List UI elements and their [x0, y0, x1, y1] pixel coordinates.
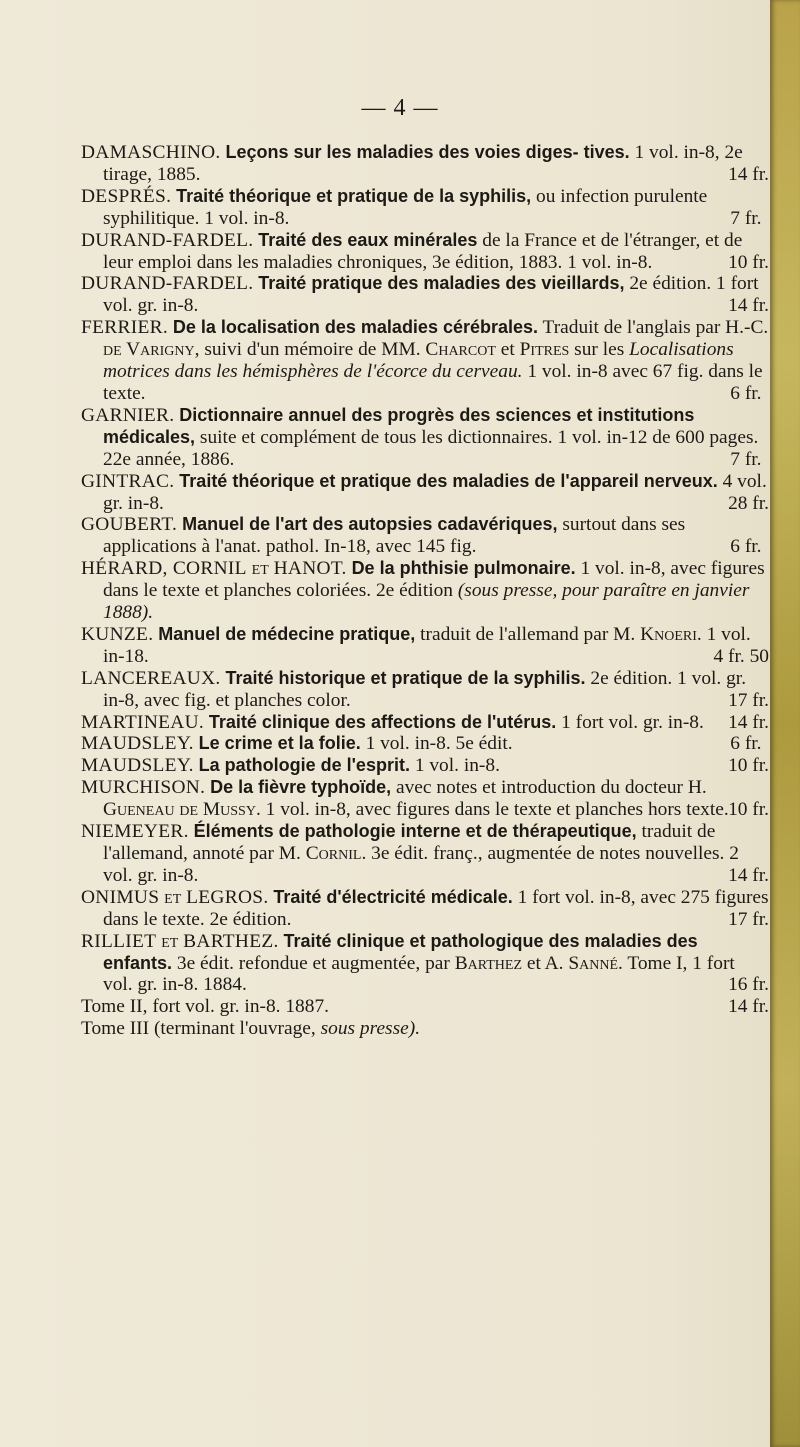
- entry-italic-title: Localisations motrices dans les hémisphères de l'écorce du cerveau.: [103, 339, 734, 383]
- list-item: [81, 931, 769, 997]
- entry-title: De la localisation des maladies cérébrales.: [172, 317, 539, 338]
- entry-title: Manuel de l'art des autopsies cadavériques,: [182, 514, 558, 535]
- page-number: — 4 —: [361, 95, 439, 121]
- list-item: [81, 712, 769, 734]
- entry-price: 7 fr.: [730, 207, 762, 229]
- entry-price: 17 fr.: [728, 689, 769, 711]
- entry-price: 10 fr.: [728, 755, 769, 777]
- entry-details: ou infection purulente syphilitique. 1 vol. in-8.: [103, 185, 708, 229]
- entry-price: 6 fr.: [730, 536, 762, 558]
- entry-price: 14 fr.: [728, 996, 769, 1018]
- entry-price: 10 fr.: [728, 251, 769, 273]
- person-name: Charcot: [425, 339, 496, 361]
- list-item: [81, 230, 769, 274]
- translator-name: de Varigny,: [103, 339, 200, 361]
- person-name: Gueneau de Mussy.: [103, 799, 261, 821]
- entry-author: RILLIET: [81, 930, 157, 952]
- entry-details: Tome II, fort vol. gr. in-8. 1887.: [81, 996, 329, 1018]
- person-name: Sanné.: [568, 952, 623, 974]
- entry-author: DURAND-FARDEL.: [81, 273, 254, 295]
- entry-details: 1 vol. in-8, 2e tirage, 1885.: [103, 142, 743, 185]
- entry-title: La pathologie de l'esprit.: [198, 755, 410, 776]
- entry-price: 14 fr.: [728, 163, 769, 185]
- list-item: [81, 755, 769, 777]
- list-item: [81, 273, 769, 317]
- list-item: [81, 558, 769, 624]
- list-item: [81, 624, 769, 668]
- entry-price: 16 fr.: [728, 974, 769, 996]
- entry-details: traduit de l'allemand par M.: [420, 623, 636, 645]
- person-name: Barthez: [454, 952, 523, 974]
- author-conjunction: et: [251, 558, 269, 580]
- entry-details: 3e édit. refondue et augmentée, par: [176, 952, 450, 974]
- entry-author: MAUDSLEY.: [81, 755, 194, 777]
- entry-author: NIEMEYER.: [81, 821, 189, 843]
- person-name: Knoeri.: [640, 623, 702, 645]
- entry-details: suivi d'un mémoire de MM.: [204, 339, 421, 361]
- entry-price: 17 fr.: [728, 908, 769, 930]
- entry-details: 1 fort vol. gr. in-8.: [561, 711, 704, 733]
- entry-title: Leçons sur les maladies des voies diges- tives.: [225, 142, 630, 162]
- entry-author: FERRIER.: [81, 317, 168, 339]
- entry-title: Traité théorique et pratique de la syphilis,: [176, 185, 532, 206]
- list-item: [81, 887, 769, 931]
- person-name: Pitres: [519, 339, 570, 361]
- entry-author: LANCEREAUX.: [81, 667, 221, 689]
- list-item: [81, 186, 769, 230]
- entry-price: 14 fr.: [728, 711, 769, 733]
- entry-author: LEGROS.: [186, 886, 269, 908]
- entry-details: et: [500, 339, 515, 361]
- list-item: [81, 821, 769, 887]
- entry-author: GOUBERT.: [81, 514, 178, 536]
- entry-details: Tome III (terminant l'ouvrage,: [81, 1018, 316, 1040]
- list-item: [81, 142, 769, 186]
- entry-details: suite et complément de tous les dictionnaires. 1 vol. in-12 de 600 pages. 22e année, 1886.: [103, 426, 759, 470]
- entry-author: GARNIER.: [81, 404, 175, 426]
- entry-details: Tome I, 1 fort vol. gr. in-8. 1884.: [103, 952, 735, 996]
- gilt-page-edge: [770, 0, 800, 1447]
- entry-price: 10 fr.: [728, 799, 769, 821]
- entry-title: De la fièvre typhoïde,: [210, 777, 392, 798]
- entry-details: surtout dans ses applications à l'anat. pathol. In-18, avec 145 fig.: [103, 514, 686, 558]
- entry-note: sous presse).: [320, 1018, 421, 1040]
- entry-details: avec notes et introduction du docteur H.: [396, 777, 707, 799]
- entry-title: Traité clinique et pathologique des maladies des enfants.: [103, 930, 698, 973]
- entry-title: Manuel de médecine pratique,: [158, 623, 416, 644]
- list-item: [81, 777, 769, 821]
- entry-title: Le crime et la folie.: [198, 733, 361, 754]
- entry-details: 2e édition. 1 fort vol. gr. in-8.: [103, 273, 759, 317]
- entry-author: MURCHISON.: [81, 777, 206, 799]
- person-name: Cornil.: [305, 843, 367, 864]
- entry-title: Traité clinique des affections de l'utérus.: [208, 711, 557, 732]
- entry-details: et A.: [526, 952, 564, 974]
- list-item: [81, 317, 769, 405]
- list-item-continuation: [81, 1018, 769, 1040]
- entry-title: Traité d'électricité médicale.: [273, 886, 513, 907]
- entry-details: 1 vol. in-8.: [414, 755, 500, 777]
- entry-author: DAMASCHINO.: [81, 142, 221, 163]
- entry-author: KUNZE.: [81, 623, 154, 645]
- entry-price: 28 fr.: [728, 492, 769, 514]
- entry-details: 4 vol. gr. in-8.: [103, 470, 767, 514]
- entry-details: 1 vol. in-18.: [103, 623, 751, 667]
- entry-details: 1 vol. in-8 avec 67 fig. dans le texte.: [103, 361, 763, 404]
- entry-author: GINTRAC.: [81, 470, 175, 492]
- list-item: [81, 514, 769, 558]
- list-item: [81, 668, 769, 712]
- entry-note: (sous presse, pour paraître en janvier 1888).: [103, 580, 750, 624]
- entry-price: 14 fr.: [728, 295, 769, 317]
- entry-details: de la France et de l'étranger, et de leur emploi dans les maladies chroniques, 3e édition, 1883. 1 vol. in-8.: [103, 229, 743, 273]
- entry-author: HANOT.: [273, 558, 347, 580]
- entry-title: Traité théorique et pratique des maladies de l'appareil nerveux.: [179, 470, 718, 491]
- catalog-list: [81, 142, 769, 1040]
- entry-details: sur les: [574, 339, 625, 361]
- entry-details: 1 vol. in-8, avec figures dans le texte et planches hors texte.: [265, 799, 729, 821]
- entry-details: traduit de l'allemand, annoté par M.: [103, 821, 716, 864]
- entry-title: Traité historique et pratique de la syphilis.: [225, 667, 586, 688]
- entry-details: 3e édit. franç., augmentée de notes nouvelles. 2 vol. gr. in-8.: [103, 843, 739, 886]
- entry-author: ONIMUS: [81, 886, 160, 908]
- entry-price: 4 fr. 50: [713, 645, 769, 667]
- entry-title: Traité des eaux minérales: [258, 229, 478, 250]
- list-item-continuation: [81, 996, 769, 1018]
- entry-title: Éléments de pathologie interne et de thérapeutique,: [193, 821, 637, 842]
- entry-price: 14 fr.: [728, 864, 769, 886]
- list-item: [81, 471, 769, 515]
- entry-title: Dictionnaire annuel des progrès des sciences et institutions médicales,: [103, 404, 695, 447]
- list-item: [81, 405, 769, 471]
- entry-details: 1 vol. in-8. 5e édit.: [365, 733, 513, 755]
- list-item: [81, 733, 769, 755]
- entry-details: 1 fort vol. in-8, avec 275 figures dans le texte. 2e édition.: [103, 886, 769, 930]
- entry-author: BARTHEZ.: [183, 930, 279, 952]
- author-conjunction: et: [164, 886, 182, 908]
- entry-author: DESPRÉS.: [81, 185, 172, 207]
- entry-title: Traité pratique des maladies des vieillards,: [258, 273, 625, 294]
- entry-author: MARTINEAU.: [81, 711, 205, 733]
- entry-price: 6 fr.: [730, 733, 762, 755]
- entry-price: 6 fr.: [730, 382, 762, 404]
- entry-author: MAUDSLEY.: [81, 733, 194, 755]
- author-conjunction: et: [161, 930, 179, 952]
- entry-details: 1 vol. in-8, avec figures dans le texte et planches coloriées. 2e édition: [103, 558, 765, 602]
- entry-price: 7 fr.: [730, 448, 762, 470]
- entry-author: HÉRARD, CORNIL: [81, 558, 247, 580]
- entry-title: De la phthisie pulmonaire.: [351, 558, 576, 579]
- entry-details: 2e édition. 1 vol. gr. in-8, avec fig. et planches color.: [103, 667, 747, 711]
- entry-author: DURAND-FARDEL.: [81, 229, 254, 251]
- entry-details: Traduit de l'anglais par H.-C.: [542, 317, 769, 339]
